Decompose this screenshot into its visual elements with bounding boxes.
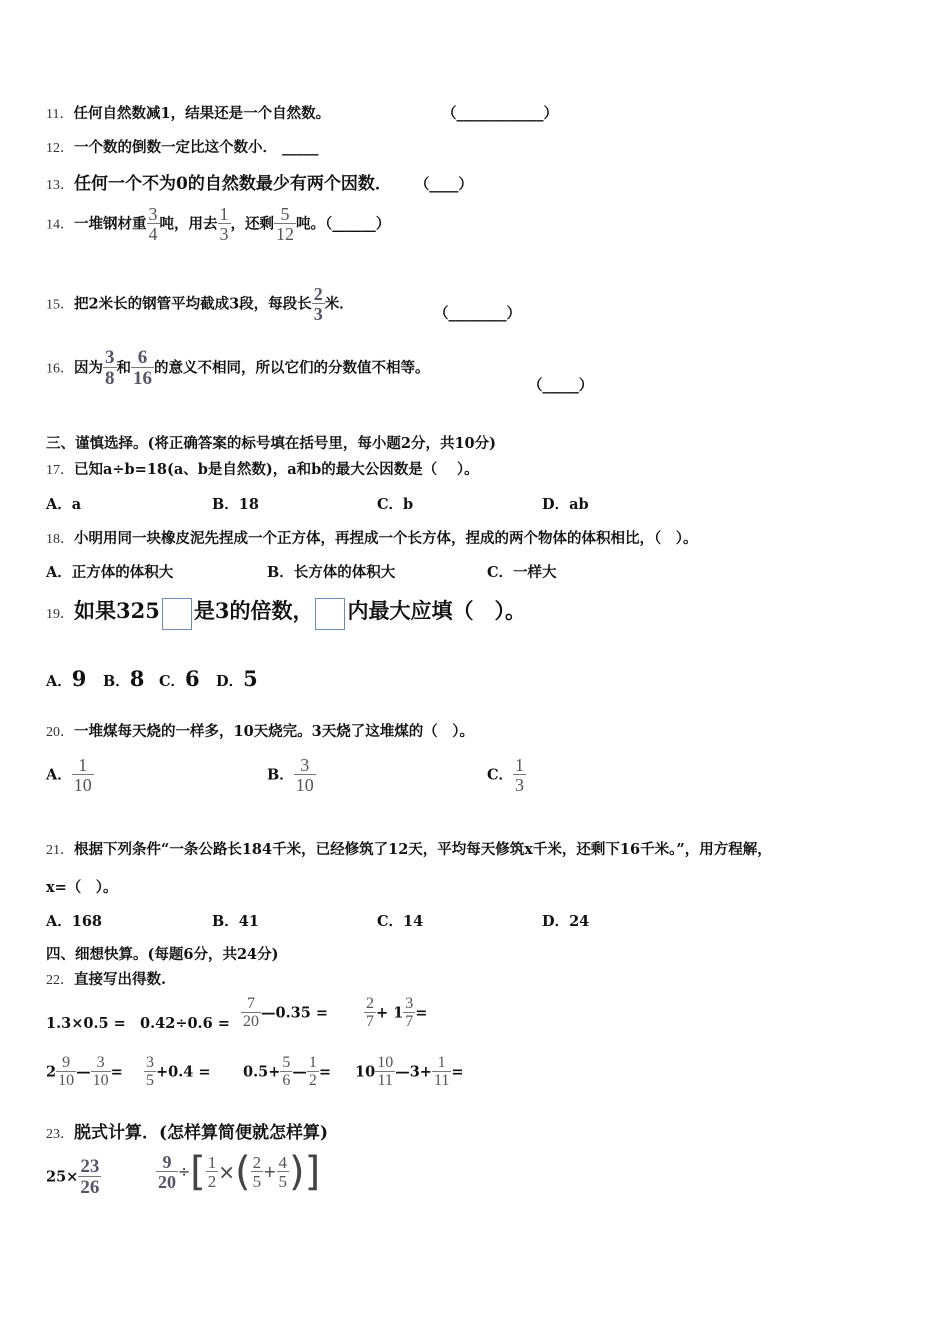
expression-7: 0.5+ $\frac{5}{6}$ — $\frac{1}{2}$ = xyxy=(243,1054,332,1089)
question-text: 因为 xyxy=(74,359,103,377)
expression-1: 1.3×0.5 = xyxy=(46,1015,126,1032)
question-14 xyxy=(46,205,390,243)
option-b[interactable]: B．41 xyxy=(212,913,259,930)
answer-blank-13[interactable]: （____） xyxy=(414,176,473,193)
option-c[interactable]: C．b xyxy=(377,496,414,513)
fraction: $\frac{6}{16}$ xyxy=(133,347,152,389)
question-text: 和 xyxy=(116,359,131,377)
question-number: 12． xyxy=(46,141,74,156)
option-a[interactable]: A．9 xyxy=(46,666,87,691)
option-a[interactable]: A．168 xyxy=(46,913,103,930)
question-text: 任何自然数减1，结果还是一个自然数。 xyxy=(73,105,331,122)
expression-3: $\frac{7}{20}$ —0.35 = xyxy=(243,995,329,1030)
question-number: 13． xyxy=(46,178,74,193)
question-text: 任何一个不为0的自然数最少有两个因数． xyxy=(74,174,392,194)
option-b[interactable]: B．8 xyxy=(103,666,145,691)
question-18 xyxy=(46,527,698,548)
option-b[interactable]: B． $\frac{3}{10}$ xyxy=(267,755,314,795)
answer-blank-16[interactable]: （_____） xyxy=(528,377,594,394)
blank-box[interactable] xyxy=(162,598,192,630)
expression-5: 2 $\frac{9}{10}$ — $\frac{3}{10}$ = xyxy=(46,1054,123,1089)
option-b[interactable]: B．18 xyxy=(212,496,259,513)
option-d[interactable]: D．ab xyxy=(542,496,589,513)
calc-expression-2: $\frac{9}{20}$ ÷[ $\frac{1}{2}$ ×( $\frac{2}{5}$ + $\frac{4}{5}$ )] xyxy=(158,1149,321,1195)
question-text: 一堆钢材重 xyxy=(74,215,147,233)
option-c[interactable]: C．14 xyxy=(377,913,424,930)
question-number: 15． xyxy=(46,297,74,313)
question-text: 一个数的倒数一定比这个数小． xyxy=(74,139,277,156)
answer-blank-11[interactable]: （____________） xyxy=(442,105,558,122)
question-text: 的意义不相同，所以它们的分数值不相等。 xyxy=(154,359,430,377)
question-text: 根据下列条件“一条公路长184千米，已经修筑了12天，平均每天修筑x千米，还剩下16千米。”，用方程解， xyxy=(74,841,772,858)
question-number: 16． xyxy=(46,361,74,377)
option-d[interactable]: D．24 xyxy=(542,913,590,930)
question-15 xyxy=(46,285,354,323)
option-c[interactable]: C．一样大 xyxy=(487,564,557,581)
fraction: $\frac{3}{8}$ xyxy=(105,347,115,389)
calc-expression-1: 25× $\frac{23}{26}$ xyxy=(46,1156,100,1198)
question-11 xyxy=(46,102,330,123)
question-number: 14． xyxy=(46,217,74,233)
expression-8: 10 $\frac{10}{11}$ —3+ $\frac{1}{11}$ = xyxy=(355,1054,464,1089)
option-a[interactable]: A．正方体的体积大 xyxy=(46,564,174,581)
expression-4: $\frac{2}{7}$ + 1 $\frac{3}{7}$ = xyxy=(366,995,428,1030)
question-text: 已知a÷b=18(a、b是自然数)，a和b的最大公因数是（ ）。 xyxy=(74,461,479,478)
blank-box[interactable] xyxy=(315,598,345,630)
question-text: 一堆煤每天烧的一样多，10天烧完。3天烧了这堆煤的（ ）。 xyxy=(74,723,475,740)
fraction: $\frac{2}{3}$ xyxy=(313,284,323,324)
fraction: $\frac{1}{3}$ xyxy=(219,204,229,244)
option-c[interactable]: C． $\frac{1}{3}$ xyxy=(487,755,525,795)
question-22 xyxy=(46,968,166,989)
expression-6: $\frac{3}{5}$ +0.4 = xyxy=(146,1054,211,1089)
question-23 xyxy=(46,1118,328,1143)
answer-blank-15[interactable]: （________） xyxy=(434,305,521,322)
question-19 xyxy=(46,594,526,632)
question-text: 米． xyxy=(324,295,354,313)
question-text: 内最大应填（ ）。 xyxy=(347,598,526,623)
option-a[interactable]: A．a xyxy=(46,496,82,513)
option-c[interactable]: C．6 xyxy=(159,666,200,691)
expression-2: 0.42÷0.6 = xyxy=(140,1015,230,1032)
question-text: 脱式计算．(怎样算简便就怎样算) xyxy=(74,1123,329,1143)
question-text: 小明用同一块橡皮泥先捏成一个正方体，再捏成一个长方体，捏成的两个物体的体积相比，（ ）。 xyxy=(74,530,698,547)
question-text: 直接写出得数. xyxy=(74,971,167,988)
question-number: 20． xyxy=(46,725,74,740)
question-text: ，还剩 xyxy=(230,215,274,233)
question-text: 把2米长的钢管平均截成3段，每段长 xyxy=(74,295,312,313)
question-21 xyxy=(46,838,772,859)
question-12 xyxy=(46,136,318,157)
question-13 xyxy=(46,169,473,194)
fraction: $\frac{5}{12}$ xyxy=(276,204,294,244)
option-a[interactable]: A． $\frac{1}{10}$ xyxy=(46,755,92,795)
question-text: 如果325 xyxy=(74,598,160,623)
question-number: 18． xyxy=(46,532,74,547)
question-number: 11． xyxy=(46,107,74,122)
fraction: $\frac{3}{4}$ xyxy=(148,204,158,244)
answer-blank-12[interactable]: _____ xyxy=(282,139,319,156)
question-number: 17． xyxy=(46,463,74,478)
section-3-title: 三、谨慎选择。(将正确答案的标号填在括号里，每小题2分，共10分) xyxy=(46,435,496,452)
question-20 xyxy=(46,720,474,741)
question-number: 21． xyxy=(46,843,74,858)
question-16 xyxy=(46,348,430,388)
answer-blank-14[interactable]: 吨。（______） xyxy=(296,215,391,233)
question-number: 22． xyxy=(46,973,74,988)
option-d[interactable]: D．5 xyxy=(216,666,258,691)
question-17 xyxy=(46,458,479,479)
question-text-continued: x=（ ）。 xyxy=(46,879,118,896)
question-number: 19． xyxy=(46,607,74,622)
option-b[interactable]: B．长方体的体积大 xyxy=(267,564,396,581)
section-4-title: 四、细想快算。(每题6分，共24分) xyxy=(46,946,279,963)
question-text: 吨，用去 xyxy=(159,215,218,233)
question-number: 23． xyxy=(46,1127,74,1142)
question-text: 是3的倍数， xyxy=(193,598,314,623)
